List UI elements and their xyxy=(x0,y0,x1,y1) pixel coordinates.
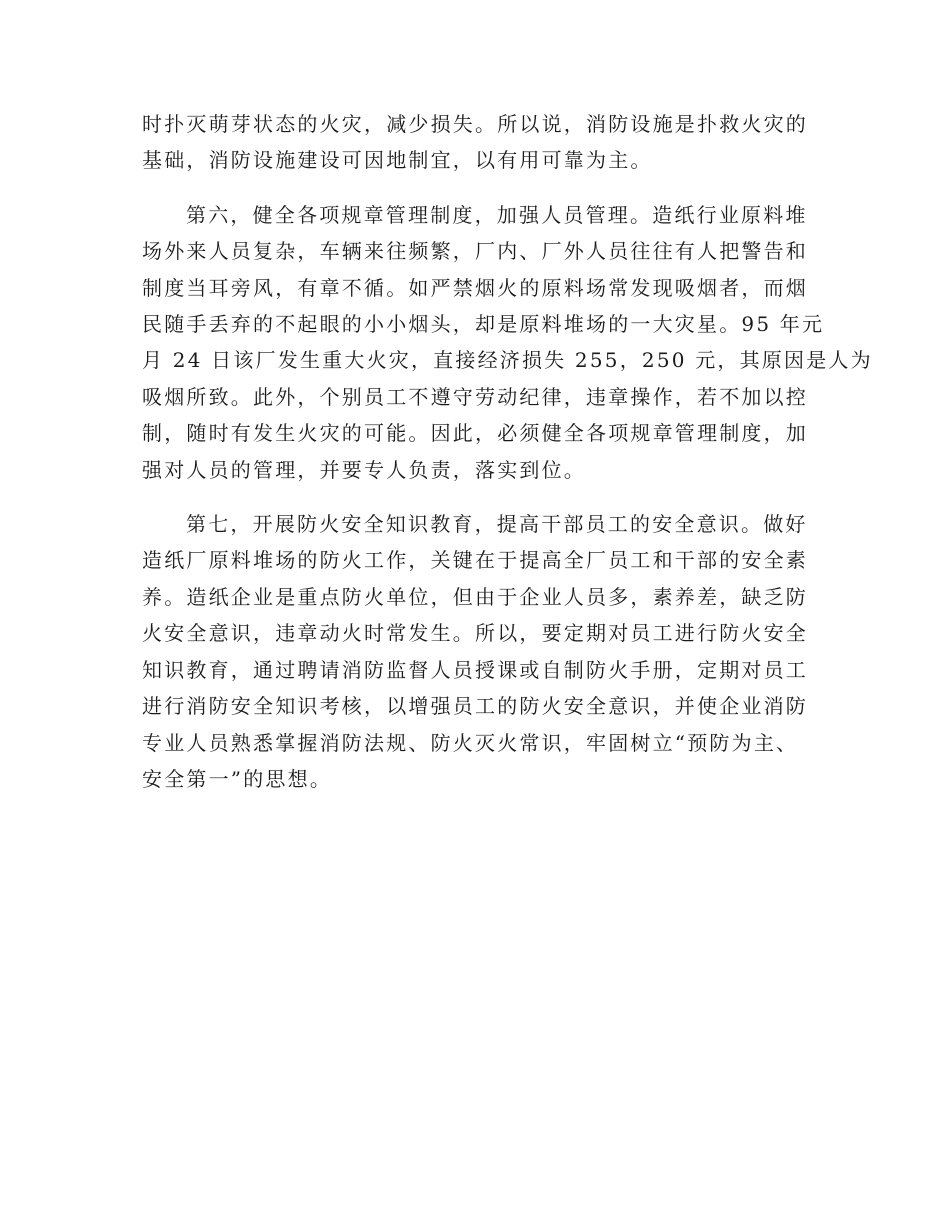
text-line: 吸烟所致。此外，个别员工不遵守劳动纪律，违章操作，若不加以控 xyxy=(142,384,808,409)
text-line: 专业人员熟悉掌握消防法规、防火灭火常识，牢固树立“预防为主、 xyxy=(142,730,799,755)
text-line: 养。造纸企业是重点防火单位，但由于企业人员多，素养差，缺乏防 xyxy=(142,584,808,609)
paragraph-sixth-rules xyxy=(142,197,873,488)
text-line: 强对人员的管理，并要专人负责，落实到位。 xyxy=(142,457,586,482)
text-line: 制度当耳旁风，有章不循。如严禁烟火的原料场常发现吸烟者，而烟 xyxy=(142,275,808,300)
text-line: 知识教育，通过聘请消防监督人员授课或自制防火手册，定期对员工 xyxy=(142,657,808,682)
text-line: 第七，开展防火安全知识教育，提高干部员工的安全意识。做好 xyxy=(186,512,808,537)
text-line: 民随手丢弃的不起眼的小小烟头，却是原料堆场的一大灾星。95 年元 xyxy=(142,312,825,337)
document-body xyxy=(142,106,873,815)
text-line: 进行消防安全知识考核，以增强员工的防火安全意识，并使企业消防 xyxy=(142,694,808,719)
text-line: 基础，消防设施建设可因地制宜，以有用可靠为主。 xyxy=(142,148,653,173)
text-line: 场外来人员复杂，车辆来往频繁，厂内、厂外人员往往有人把警告和 xyxy=(142,239,808,264)
paragraph-fire-facilities xyxy=(142,106,810,179)
text-line: 月 24 日该厂发生重大火灾，直接经济损失 255，250 元，其原因是人为 xyxy=(142,348,873,373)
text-line: 安全第一”的思想。 xyxy=(142,766,333,791)
text-line: 造纸厂原料堆场的防火工作，关键在于提高全厂员工和干部的安全素 xyxy=(142,548,808,573)
paragraph-seventh-education xyxy=(142,506,810,797)
text-line: 火安全意识，违章动火时常发生。所以，要定期对员工进行防火安全 xyxy=(142,621,808,646)
text-line: 第六，健全各项规章管理制度，加强人员管理。造纸行业原料堆 xyxy=(186,202,808,227)
text-line: 制，随时有发生火灾的可能。因此，必须健全各项规章管理制度，加 xyxy=(142,421,808,446)
text-line: 时扑灭萌芽状态的火灾，减少损失。所以说，消防设施是扑救火灾的 xyxy=(142,112,808,136)
